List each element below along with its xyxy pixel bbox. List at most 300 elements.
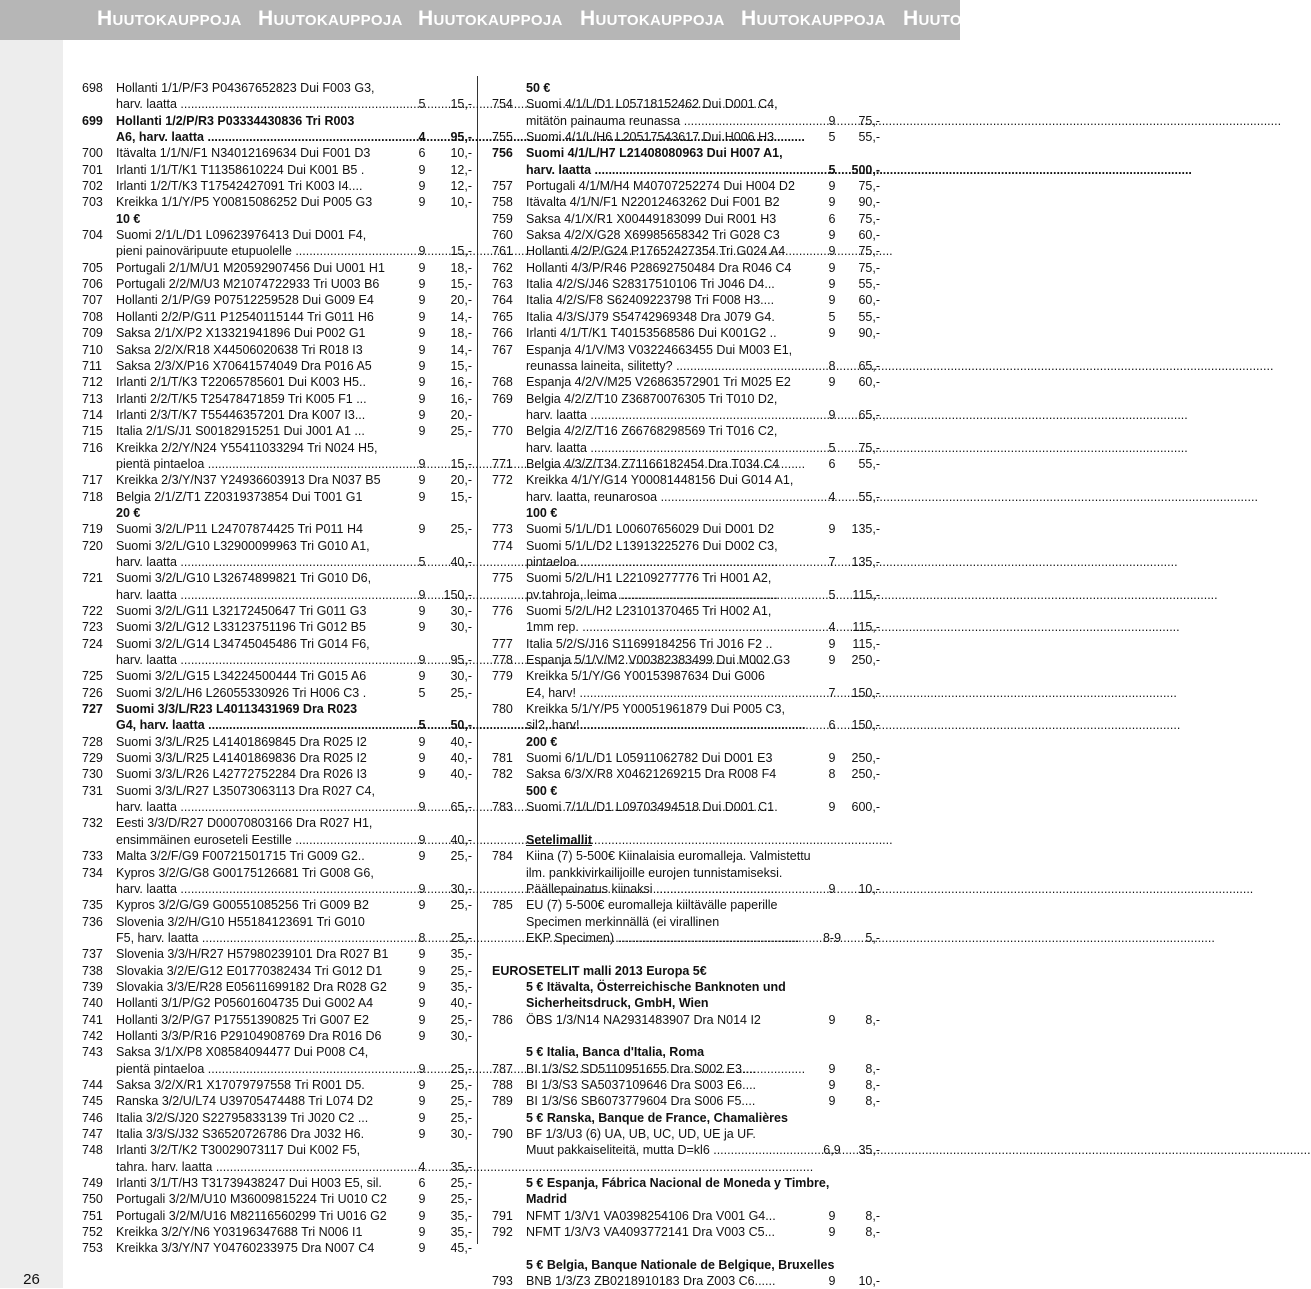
lot-number: 766 — [492, 326, 513, 341]
lot-price: 25,- — [450, 898, 472, 913]
lot-description: harv. laatta ..... — [116, 652, 382, 668]
lot-price: 30,- — [450, 1127, 472, 1141]
lot-condition: 9 — [828, 277, 836, 292]
lot-row — [82, 783, 472, 799]
lot-condition: 8 — [828, 358, 836, 373]
lot-description: Italia 2/1/S/J1 S00182915251 Dui J001 A1 ... — [116, 424, 365, 439]
lot-row — [492, 440, 880, 456]
lot-condition: 6 — [828, 456, 836, 471]
lot-description: Kreikka 5/1/Y/P5 Y00051961879 Dui P005 C3, — [526, 702, 785, 717]
lot-description: Italia 4/2/S/J46 S28317510106 Tri J046 D4... — [526, 277, 775, 292]
lot-price: 8,- — [865, 1225, 880, 1240]
lot-price: 75,- — [858, 260, 880, 275]
lot-price: 250,- — [851, 653, 880, 668]
section-heading-text: 5 € Italia, Banca d'Italia, Roma — [526, 1045, 705, 1060]
lot-description: Slovakia 3/3/E/R28 E05611699182 Dra R028 G2 — [116, 979, 387, 994]
lot-row — [82, 423, 472, 439]
lot-price: 8,- — [865, 1094, 880, 1109]
lot-condition: 9 — [828, 1061, 836, 1076]
lot-condition: 9 — [418, 1028, 426, 1043]
lot-description: Suomi 4/1/L/H6 L20517543617 Dui H006 H3 — [526, 130, 775, 145]
lot-description: Italia 3/3/S/J32 S36520726786 Dra J032 H6. — [116, 1127, 365, 1141]
lot-row — [82, 407, 472, 423]
lot-number: 751 — [82, 1208, 103, 1223]
lot-description: Saksa 3/1/X/P8 X08584094477 Dui P008 C4, — [116, 1045, 369, 1060]
lot-description: harv. laatta ..... — [526, 407, 790, 423]
lot-price: 75,- — [858, 244, 880, 259]
lot-description: reunassa laineita, silitetty? ..... — [526, 358, 790, 374]
lot-description: Portugali 3/2/M/U10 M36009815224 Tri U010 C2 — [116, 1192, 387, 1207]
lot-description: ensimmäinen euroseteli Eestille ..... — [116, 832, 382, 848]
lot-condition: 9 — [828, 113, 836, 128]
lot-description: ilm. pankkivirkailijoille eurojen tunnistamiseksi. — [526, 865, 783, 880]
lot-condition: 9 — [418, 1208, 426, 1223]
lot-description: A6, harv. laatta ..... — [116, 129, 382, 145]
lot-description: Hollanti 3/3/P/R16 P29104908769 Dra R016 D6 — [116, 1028, 382, 1043]
section-heading-text: 200 € — [526, 734, 558, 749]
section-heading — [492, 963, 880, 979]
lot-description: Kreikka 5/1/Y/G6 Y00153987634 Dui G006 — [526, 669, 765, 684]
lot-condition: 9 — [418, 996, 426, 1011]
lot-description: harv. laatta ..... — [526, 162, 790, 178]
lot-row — [82, 587, 472, 603]
lot-description: BI 1/3/S6 SB6073779604 Dra S006 F5.... — [526, 1094, 756, 1109]
lot-number: 791 — [492, 1208, 513, 1223]
lot-condition: 9 — [828, 244, 836, 259]
lot-price: 25,- — [450, 1176, 472, 1191]
lot-price: 25,- — [450, 1192, 472, 1207]
lot-number: 770 — [492, 424, 513, 439]
lot-price: 15,- — [450, 244, 472, 259]
lot-row — [82, 701, 472, 717]
lot-number: 706 — [82, 277, 103, 292]
lot-condition: 9 — [418, 669, 426, 684]
lot-number: 746 — [82, 1110, 103, 1125]
lot-row — [82, 799, 472, 815]
lot-price: 30,- — [450, 881, 472, 896]
lot-row — [492, 358, 880, 374]
lot-number: 714 — [82, 407, 103, 422]
lot-price: 30,- — [450, 620, 472, 635]
lot-row — [82, 717, 472, 733]
lot-description: 1mm rep. ..... — [526, 619, 790, 635]
lot-description: pientä pintaeloa ..... — [116, 456, 382, 472]
section-heading — [492, 995, 880, 1011]
lot-price: 12,- — [450, 179, 472, 194]
lot-row — [492, 407, 880, 423]
lot-condition: 9 — [828, 522, 836, 537]
lot-number: 769 — [492, 391, 513, 406]
lot-condition: 9 — [418, 800, 426, 815]
lot-price: 40,- — [450, 767, 472, 782]
lot-description: BF 1/3/U3 (6) UA, UB, UC, UD, UE ja UF. — [526, 1127, 756, 1141]
lot-number: 783 — [492, 800, 513, 815]
lot-row — [82, 489, 472, 505]
lot-description: Irlanti 3/2/T/K2 T30029073117 Dui K002 F5, — [116, 1143, 361, 1158]
lot-row — [82, 995, 472, 1011]
lot-number: 707 — [82, 293, 103, 308]
lot-number: 704 — [82, 228, 103, 243]
lot-row — [492, 243, 880, 259]
lot-number: 719 — [82, 522, 103, 537]
lot-condition: 9 — [828, 1274, 836, 1289]
lot-row — [492, 685, 880, 701]
lot-description: Portugali 4/1/M/H4 M40707252274 Dui H004 D2 — [526, 179, 795, 194]
lot-condition: 9 — [418, 375, 426, 390]
lot-price: 15,- — [450, 489, 472, 504]
lot-description: BI 1/3/S3 SA5037109646 Dra S003 E6.... — [526, 1077, 757, 1092]
lot-row — [492, 374, 880, 390]
lot-row — [82, 309, 472, 325]
lot-condition: 9 — [418, 620, 426, 635]
lot-condition: 6 — [828, 211, 836, 226]
lot-condition: 9 — [418, 179, 426, 194]
lot-number: 716 — [82, 440, 103, 455]
lot-price: 16,- — [450, 375, 472, 390]
lot-number: 718 — [82, 489, 103, 504]
section-header-text: EUROSETELIT malli 2013 Europa 5€ — [492, 963, 707, 978]
lot-description: Espanja 4/2/V/M25 V26863572901 Tri M025 E2 — [526, 375, 791, 390]
lot-number: 767 — [492, 342, 513, 357]
lot-condition: 4 — [828, 620, 836, 635]
lot-description: EU (7) 5-500€ euromalleja kiiltävälle paperille — [526, 898, 778, 913]
lot-price: 55,- — [858, 489, 880, 504]
lot-condition: 5 — [418, 718, 426, 733]
lot-condition: 9 — [828, 1208, 836, 1223]
lot-row — [82, 227, 472, 243]
lot-condition: 9 — [418, 587, 426, 602]
lot-price: 25,- — [450, 1110, 472, 1125]
lot-row — [82, 276, 472, 292]
lot-row — [82, 113, 472, 129]
lot-price: 35,- — [450, 979, 472, 994]
lot-number: 778 — [492, 653, 513, 668]
lot-description: Saksa 2/2/X/R18 X44506020638 Tri R018 I3 — [116, 342, 363, 357]
lot-number: 788 — [492, 1077, 513, 1092]
section-heading — [492, 832, 880, 848]
lot-description: Suomi 3/3/L/R25 L41401869836 Dra R025 I2 — [116, 751, 367, 766]
lot-number: 754 — [492, 97, 513, 112]
lot-condition: 5 — [418, 97, 426, 112]
lot-price: 5,- — [865, 930, 880, 945]
lot-number: 710 — [82, 342, 103, 357]
lot-row — [82, 963, 472, 979]
lot-condition: 9 — [418, 898, 426, 913]
lot-row — [82, 930, 472, 946]
lot-number: 772 — [492, 473, 513, 488]
lot-condition: 7 — [828, 685, 836, 700]
lot-description: Suomi 3/3/L/R27 L35073063113 Dra R027 C4, — [116, 783, 375, 798]
lot-price: 35,- — [450, 1159, 472, 1174]
lot-number: 729 — [82, 751, 103, 766]
lot-row — [492, 930, 880, 946]
lot-row — [492, 342, 880, 358]
lot-price: 10,- — [450, 146, 472, 161]
lot-condition: 9 — [418, 751, 426, 766]
lot-row — [492, 1093, 880, 1109]
lot-condition: 9 — [418, 326, 426, 341]
lot-condition: 9 — [828, 260, 836, 275]
lot-number: 720 — [82, 538, 103, 553]
lot-condition: 6 — [418, 1176, 426, 1191]
lot-price: 25,- — [450, 1077, 472, 1092]
lot-price: 75,- — [858, 113, 880, 128]
lot-description: Kreikka 2/3/Y/N37 Y24936603913 Dra N037 B5 — [116, 473, 381, 488]
lot-condition: 9 — [418, 358, 426, 373]
lot-row — [492, 521, 880, 537]
lot-row — [492, 881, 880, 897]
lot-number: 739 — [82, 979, 103, 994]
section-heading-text: Madrid — [526, 1192, 567, 1207]
lot-description: Malta 3/2/F/G9 F00721501715 Tri G009 G2.. — [116, 849, 365, 864]
lot-row — [82, 1240, 472, 1256]
lot-description: Suomi 3/2/L/P11 L24707874425 Tri P011 H4 — [116, 522, 363, 537]
left-column-listing — [82, 80, 472, 1257]
lot-row — [82, 979, 472, 995]
section-heading-text: 100 € — [526, 505, 558, 520]
lot-condition: 9 — [418, 881, 426, 896]
lot-row — [492, 391, 880, 407]
lot-description: Kypros 3/2/G/G9 G00551085256 Tri G009 B2 — [116, 898, 369, 913]
blank-line — [492, 946, 880, 962]
lot-number: 765 — [492, 309, 513, 324]
lot-number: 717 — [82, 473, 103, 488]
lot-description: Irlanti 2/3/T/K7 T55446357201 Dra K007 I3... — [116, 407, 366, 422]
lot-row — [492, 1012, 880, 1028]
lot-row — [492, 260, 880, 276]
lot-price: 40,- — [450, 554, 472, 569]
lot-row — [492, 194, 880, 210]
section-heading-text: Setelimallit — [526, 832, 592, 847]
lot-price: 35,- — [450, 1208, 472, 1223]
lot-number: 756 — [492, 146, 513, 161]
lot-number: 701 — [82, 162, 103, 177]
lot-number: 705 — [82, 260, 103, 275]
lot-condition: 9 — [418, 1061, 426, 1076]
lot-price: 10,- — [450, 195, 472, 210]
lot-price: 75,- — [858, 440, 880, 455]
lot-price: 25,- — [450, 424, 472, 439]
blank-line — [492, 1159, 880, 1175]
lot-price: 95,- — [450, 653, 472, 668]
lot-row — [492, 897, 880, 913]
lot-condition: 5 — [828, 440, 836, 455]
lot-description: Suomi 3/2/L/G10 L32900099963 Tri G010 A1, — [116, 538, 370, 553]
lot-number: 760 — [492, 228, 513, 243]
lot-price: 12,- — [450, 162, 472, 177]
lot-price: 30,- — [450, 604, 472, 618]
lot-price: 40,- — [450, 832, 472, 847]
lot-description: Belgia 2/1/Z/T1 Z20319373854 Dui T001 G1 — [116, 489, 363, 504]
lot-description: Saksa 3/2/X/R1 X17079797558 Tri R001 D5. — [116, 1077, 365, 1092]
lot-number: 743 — [82, 1045, 103, 1060]
lot-row — [492, 750, 880, 766]
lot-description: Saksa 2/3/X/P16 X70641574049 Dra P016 A5 — [116, 358, 372, 373]
section-heading-text: Sicherheitsdruck, GmbH, Wien — [526, 996, 709, 1011]
lot-row — [492, 766, 880, 782]
lot-row — [82, 766, 472, 782]
lot-row — [82, 1159, 472, 1175]
lot-description: EKP Specimen) ..... — [526, 930, 790, 946]
lot-description: Suomi 3/2/L/H6 L26055330926 Tri H006 C3 . — [116, 685, 367, 700]
lot-row — [82, 96, 472, 112]
lot-condition: 9 — [418, 391, 426, 406]
lot-condition: 9 — [418, 1127, 426, 1141]
lot-condition: 9 — [828, 375, 836, 390]
lot-number: 755 — [492, 130, 513, 145]
lot-number: 698 — [82, 81, 103, 95]
lot-number: 715 — [82, 424, 103, 439]
lot-price: 115,- — [852, 587, 880, 602]
lot-description: Muut pakkaiseliteitä, mutta D=kl6 ..... — [526, 1142, 790, 1158]
lot-price: 25,- — [450, 849, 472, 864]
lot-number: 731 — [82, 783, 103, 798]
lot-price: 60,- — [858, 375, 880, 390]
lot-row — [492, 292, 880, 308]
lot-description: Suomi 5/1/L/D1 L00607656029 Dui D001 D2 — [526, 522, 775, 537]
lot-row — [82, 668, 472, 684]
lot-number: 737 — [82, 947, 103, 962]
lot-number: 784 — [492, 849, 513, 864]
lot-row — [82, 1061, 472, 1077]
lot-description: Irlanti 1/2/T/K3 T17542427091 Tri K003 I4.... — [116, 179, 363, 194]
lot-description: Hollanti 3/1/P/G2 P05601604735 Dui G002 A4 — [116, 996, 374, 1011]
lot-price: 20,- — [450, 473, 472, 488]
lot-number: 702 — [82, 179, 103, 194]
lot-condition: 9 — [418, 1225, 426, 1240]
section-heading — [492, 783, 880, 799]
lot-condition: 8-9 — [822, 930, 842, 945]
lot-description: Hollanti 2/2/P/G11 P12540115144 Tri G011 H6 — [116, 309, 374, 324]
lot-price: 20,- — [450, 293, 472, 308]
blank-line — [492, 1240, 880, 1256]
lot-condition: 9 — [418, 522, 426, 537]
lot-price: 15,- — [450, 277, 472, 292]
lot-number: 762 — [492, 260, 513, 275]
lot-price: 10,- — [858, 881, 880, 896]
lot-number: 749 — [82, 1176, 103, 1191]
section-heading-text: 20 € — [116, 505, 141, 520]
lot-price: 150,- — [443, 587, 472, 602]
lot-description: ÖBS 1/3/N14 NA2931483907 Dra N014 I2 — [526, 1012, 761, 1027]
lot-price: 40,- — [450, 734, 472, 749]
lot-description: Irlanti 3/1/T/H3 T31739438247 Dui H003 E5, sil. — [116, 1176, 382, 1191]
lot-condition: 9 — [418, 407, 426, 422]
lot-number: 709 — [82, 326, 103, 341]
lot-number: 785 — [492, 898, 513, 913]
lot-price: 65,- — [450, 800, 472, 815]
lot-row — [82, 1012, 472, 1028]
lot-number: 742 — [82, 1028, 103, 1043]
lot-price: 60,- — [858, 293, 880, 308]
lot-number: 753 — [82, 1241, 103, 1256]
lot-row — [492, 456, 880, 472]
lot-row — [82, 538, 472, 554]
lot-price: 75,- — [858, 179, 880, 194]
blank-line — [492, 1028, 880, 1044]
lot-condition: 5 — [828, 130, 836, 145]
lot-row — [82, 554, 472, 570]
lot-row — [82, 848, 472, 864]
lot-description: Suomi 3/2/L/G10 L32674899821 Tri G010 D6, — [116, 571, 372, 586]
lot-price: 8,- — [865, 1077, 880, 1092]
lot-row — [82, 946, 472, 962]
lot-price: 65,- — [858, 358, 880, 373]
lot-price: 25,- — [450, 1094, 472, 1109]
lot-condition: 9 — [418, 1241, 426, 1256]
lot-condition: 9 — [418, 979, 426, 994]
lot-condition: 9 — [418, 849, 426, 864]
lot-condition: 9 — [418, 1077, 426, 1092]
lot-description: Saksa 2/1/X/P2 X13321941896 Dui P002 G1 — [116, 326, 366, 341]
lot-condition: 9 — [418, 473, 426, 488]
lot-condition: 9 — [418, 162, 426, 177]
lot-number: 776 — [492, 604, 513, 618]
lot-description: pintaeloa ..... — [526, 554, 790, 570]
lot-row — [82, 145, 472, 161]
lot-condition: 9 — [828, 636, 836, 651]
lot-price: 75,- — [858, 211, 880, 226]
lot-row — [492, 701, 880, 717]
lot-number: 750 — [82, 1192, 103, 1207]
lot-description: Portugali 2/2/M/U3 M21074722933 Tri U003 B6 — [116, 277, 380, 292]
lot-row — [492, 162, 880, 178]
lot-number: 725 — [82, 669, 103, 684]
lot-condition: 9 — [828, 228, 836, 243]
lot-row — [82, 636, 472, 652]
lot-condition: 9 — [828, 326, 836, 341]
lot-row — [492, 717, 880, 733]
lot-row — [82, 815, 472, 831]
lot-row — [82, 260, 472, 276]
lot-row — [492, 636, 880, 652]
lot-condition: 9 — [418, 734, 426, 749]
lot-number: 780 — [492, 702, 513, 717]
lot-description: Suomi 5/2/L/H1 L22109277776 Tri H001 A2, — [526, 571, 772, 586]
lot-row — [82, 358, 472, 374]
lot-row — [492, 227, 880, 243]
header-banner — [0, 0, 1048, 40]
lot-condition: 9 — [418, 277, 426, 292]
lot-row — [492, 652, 880, 668]
lot-row — [82, 897, 472, 913]
lot-description: Suomi 3/3/L/R25 L41401869845 Dra R025 I2 — [116, 734, 367, 749]
lot-price: 35,- — [450, 947, 472, 962]
section-heading — [492, 505, 880, 521]
lot-condition: 9 — [828, 293, 836, 308]
lot-number: 734 — [82, 865, 103, 880]
lot-number: 727 — [82, 702, 103, 717]
lot-price: 250,- — [851, 767, 880, 782]
lot-row — [492, 570, 880, 586]
lot-row — [82, 342, 472, 358]
lot-number: 699 — [82, 113, 103, 128]
lot-number: 782 — [492, 767, 513, 782]
lot-price: 10,- — [858, 1274, 880, 1289]
lot-description: BI 1/3/S2 SD5110951655 Dra S002 E3.... — [526, 1061, 756, 1076]
lot-description: harv. laatta ..... — [116, 96, 382, 112]
lot-price: 25,- — [450, 522, 472, 537]
lot-description: F5, harv. laatta ..... — [116, 930, 382, 946]
lot-description: Hollanti 3/2/P/G7 P17551390825 Tri G007 E2 — [116, 1012, 369, 1027]
lot-number: 786 — [492, 1012, 513, 1027]
lot-price: 25,- — [450, 1012, 472, 1027]
lot-number: 722 — [82, 604, 103, 618]
lot-price: 600,- — [851, 800, 880, 815]
lot-condition: 9 — [828, 195, 836, 210]
lot-condition: 4 — [828, 489, 836, 504]
lot-description: Itävalta 4/1/N/F1 N22012463262 Dui F001 B2 — [526, 195, 780, 210]
